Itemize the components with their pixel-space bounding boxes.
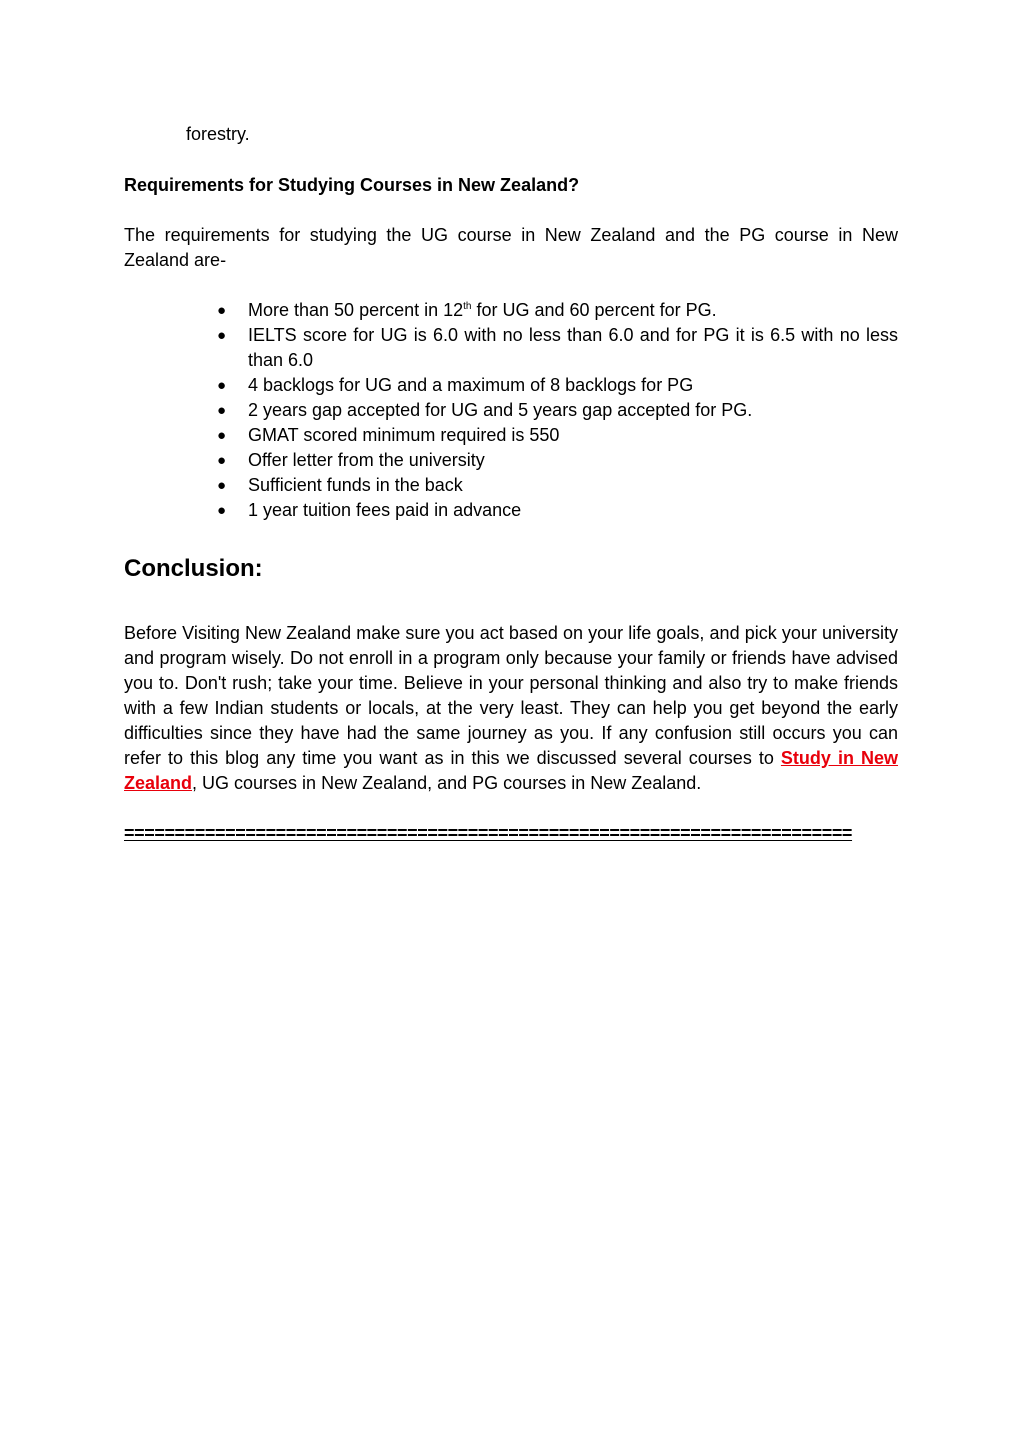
list-item: ● 2 years gap accepted for UG and 5 years gap accepted for PG. bbox=[248, 398, 898, 423]
list-item: ● 4 backlogs for UG and a maximum of 8 backlogs for PG bbox=[248, 373, 898, 398]
list-item: ● Sufficient funds in the back bbox=[248, 473, 898, 498]
requirements-list bbox=[124, 298, 898, 523]
list-item-text: More than 50 percent in 12 bbox=[248, 300, 464, 320]
conclusion-heading: Conclusion: bbox=[124, 555, 263, 582]
list-item: ● 1 year tuition fees paid in advance bbox=[248, 498, 898, 523]
superscript-th: th bbox=[463, 301, 472, 312]
list-item bbox=[248, 298, 898, 323]
list-item: ● IELTS score for UG is 6.0 with no less than 6.0 and for PG it is 6.5 with no less than 6.0 bbox=[248, 323, 898, 373]
study-in-new-zealand-link[interactable]: Study in New Zealand bbox=[124, 748, 899, 793]
list-item-text: for UG and 60 percent for PG. bbox=[471, 300, 717, 320]
conclusion-text-end: , UG courses in New Zealand, and PG courses in New Zealand. bbox=[192, 773, 702, 793]
page-content bbox=[124, 122, 898, 846]
conclusion-paragraph bbox=[124, 621, 898, 796]
requirements-intro: The requirements for studying the UG course in New Zealand and the PG course in New Zealand are- bbox=[124, 225, 898, 270]
list-item: ● GMAT scored minimum required is 550 bbox=[248, 423, 898, 448]
requirements-heading: Requirements for Studying Courses in New Zealand? bbox=[124, 175, 580, 195]
continuation-text: forestry. bbox=[186, 124, 250, 144]
conclusion-text: Before Visiting New Zealand make sure you act based on your life goals, and pick your university and program wisely. Do not enroll in a program only because your family or friends have advised you to. Don't rush; take your time. Believe in your personal thinking and also try to make friends with a few Indian students or locals, at the very least. They can help you get beyond the early difficulties since they have had the same journey as you. If any confusion still occurs you can refer to this blog any time you want as in this we discussed several courses to bbox=[124, 623, 898, 768]
list-item: ● Offer letter from the university bbox=[248, 448, 898, 473]
separator-line: ======================================================================== bbox=[124, 823, 853, 843]
